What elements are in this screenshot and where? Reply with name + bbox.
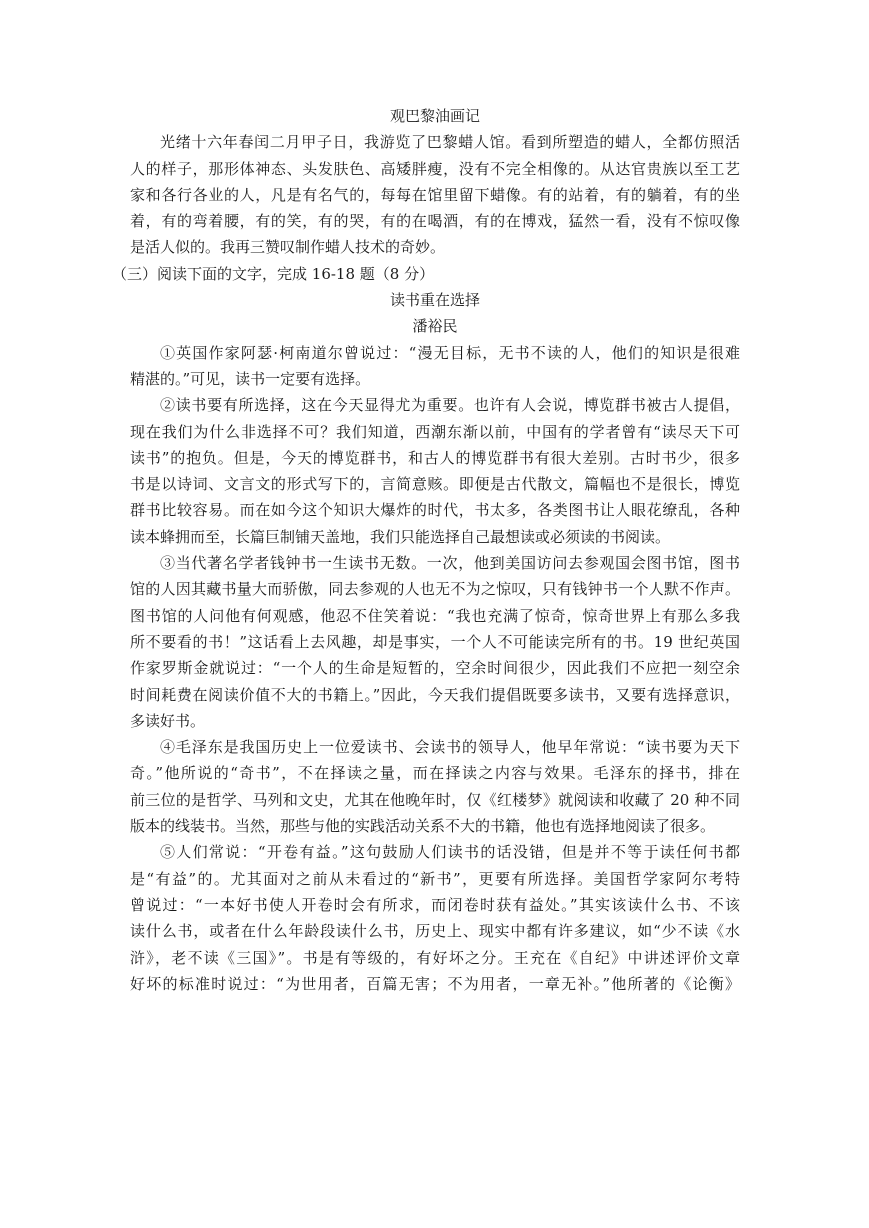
passage1-line: 光绪十六年春闰二月甲子日，我游览了巴黎蜡人馆。看到所塑造的蜡人，全都仿照活 [160,133,740,152]
paragraph-4-line: ④毛泽东是我国历史上一位爱读书、会读书的领导人，他早年常说：“读书要为天下 [160,738,740,757]
paragraph-3-line: 馆的人因其藏书量大而骄傲，同去参观的人也无不为之惊叹，只有钱钟书一个人默不作声。 [130,580,740,599]
document-body [112,103,740,997]
paragraph-5-line: 好坏的标准时说过：“为世用者，百篇无害；不为用者，一章无补。”他所著的《论衡》 [130,974,740,993]
paragraph-3-line: 图书馆的人问他有何观感，他忍不住笑着说：“我也充满了惊奇，惊奇世界上有那么多我 [130,606,740,625]
paragraph-1-line: 精湛的。”可见，读书一定要有选择。 [130,369,371,388]
paragraph-4-line: 版本的线装书。当然，那些与他的实践活动关系不大的书籍，他也有选择地阅读了很多。 [130,817,716,836]
passage1-line: 人的样子，那形体神态、头发肤色、高矮胖瘦，没有不完全相像的。从达官贵族以至工艺 [130,159,740,178]
paragraph-1-line: ①英国作家阿瑟·柯南道尔曾说过：“漫无目标，无书不读的人，他们的知识是很难 [160,343,740,362]
paragraph-5-line: 浒》，老不读《三国》”。书是有等级的，有好坏之分。王充在《自纪》中讲述评价文章 [130,948,740,967]
passage1-line: 着，有的弯着腰，有的笑，有的哭，有的在喝酒，有的在博戏，猛然一看，没有不惊叹像 [130,212,740,231]
paragraph-5-line: 曾说过：“一本好书使人开卷时会有所求，而闭卷时获有益处。”其实该读什么书、不该 [130,895,740,914]
paragraph-2-line: 读本蜂拥而至，长篇巨制铺天盖地，我们只能选择自己最想读或必须读的书阅读。 [130,527,671,546]
paragraph-5-line: 读什么书，或者在什么年龄段读什么书，历史上、现实中都有许多建议，如“少不读《水 [130,922,740,941]
paragraph-3-line: 所不要看的书！”这话看上去风趣，却是事实，一个人不可能读完所有的书。19 世纪英国 [130,632,740,651]
paragraph-4-line: 奇。”他所说的“奇书”，不在择读之量，而在择读之内容与效果。毛泽东的择书，排在 [130,764,740,783]
paragraph-2-line: 书是以诗词、文言文的形式写下的，言简意赅。即便是古代散文，篇幅也不是很长，博览 [130,475,740,494]
paragraph-3-line: ③当代著名学者钱钟书一生读书无数。一次，他到美国访问去参观国会图书馆，图书 [160,554,740,573]
paragraph-3-line: 时间耗费在阅读价值不大的书籍上。”因此，今天我们提倡既要多读书，又要有选择意识， [130,685,740,704]
passage1-line: 是活人似的。我再三赞叹制作蜡人技术的奇妙。 [130,238,446,257]
paragraph-2-line: 现在我们为什么非选择不可？我们知道，西潮东渐以前，中国有的学者曾有“读尽天下可 [130,422,740,441]
paragraph-5-line: 是“有益”的。尤其面对之前从未看过的“新书”，更要有所选择。美国哲学家阿尔考特 [130,869,740,888]
paragraph-2-line: ②读书要有所选择，这在今天显得尤为重要。也许有人会说，博览群书被古人提倡， [160,396,740,415]
paragraph-2-line: 读书”的抱负。但是，今天的博览群书，和古人的博览群书有很大差别。古时书少，很多 [130,448,740,467]
paragraph-5-line: ⑤人们常说：“开卷有益。”这句鼓励人们读书的话没错，但是并不等于读任何书都 [160,843,740,862]
paragraph-3-line: 作家罗斯金就说过：“一个人的生命是短暂的，空余时间很少，因此我们不应把一刻空余 [130,659,740,678]
passage2-author: 潘裕民 [412,317,458,336]
passage1-line: 家和各行各业的人，凡是有名气的，每每在馆里留下蜡像。有的站着，有的躺着，有的坐 [130,185,740,204]
passage1-title: 观巴黎油画记 [389,107,480,125]
paragraph-3-line: 多读好书。 [130,711,206,730]
paragraph-2-line: 群书比较容易。而在如今这个知识大爆炸的时代，书太多，各类图书让人眼花缭乱，各种 [130,501,740,520]
passage2-title: 读书重在选择 [389,291,480,310]
section-heading: （三）阅读下面的文字，完成 16-18 题（8 分） [112,264,435,283]
paragraph-4-line: 前三位的是哲学、马列和文史，尤其在他晚年时，仅《红楼梦》就阅读和收藏了 20 种不同 [130,790,740,809]
